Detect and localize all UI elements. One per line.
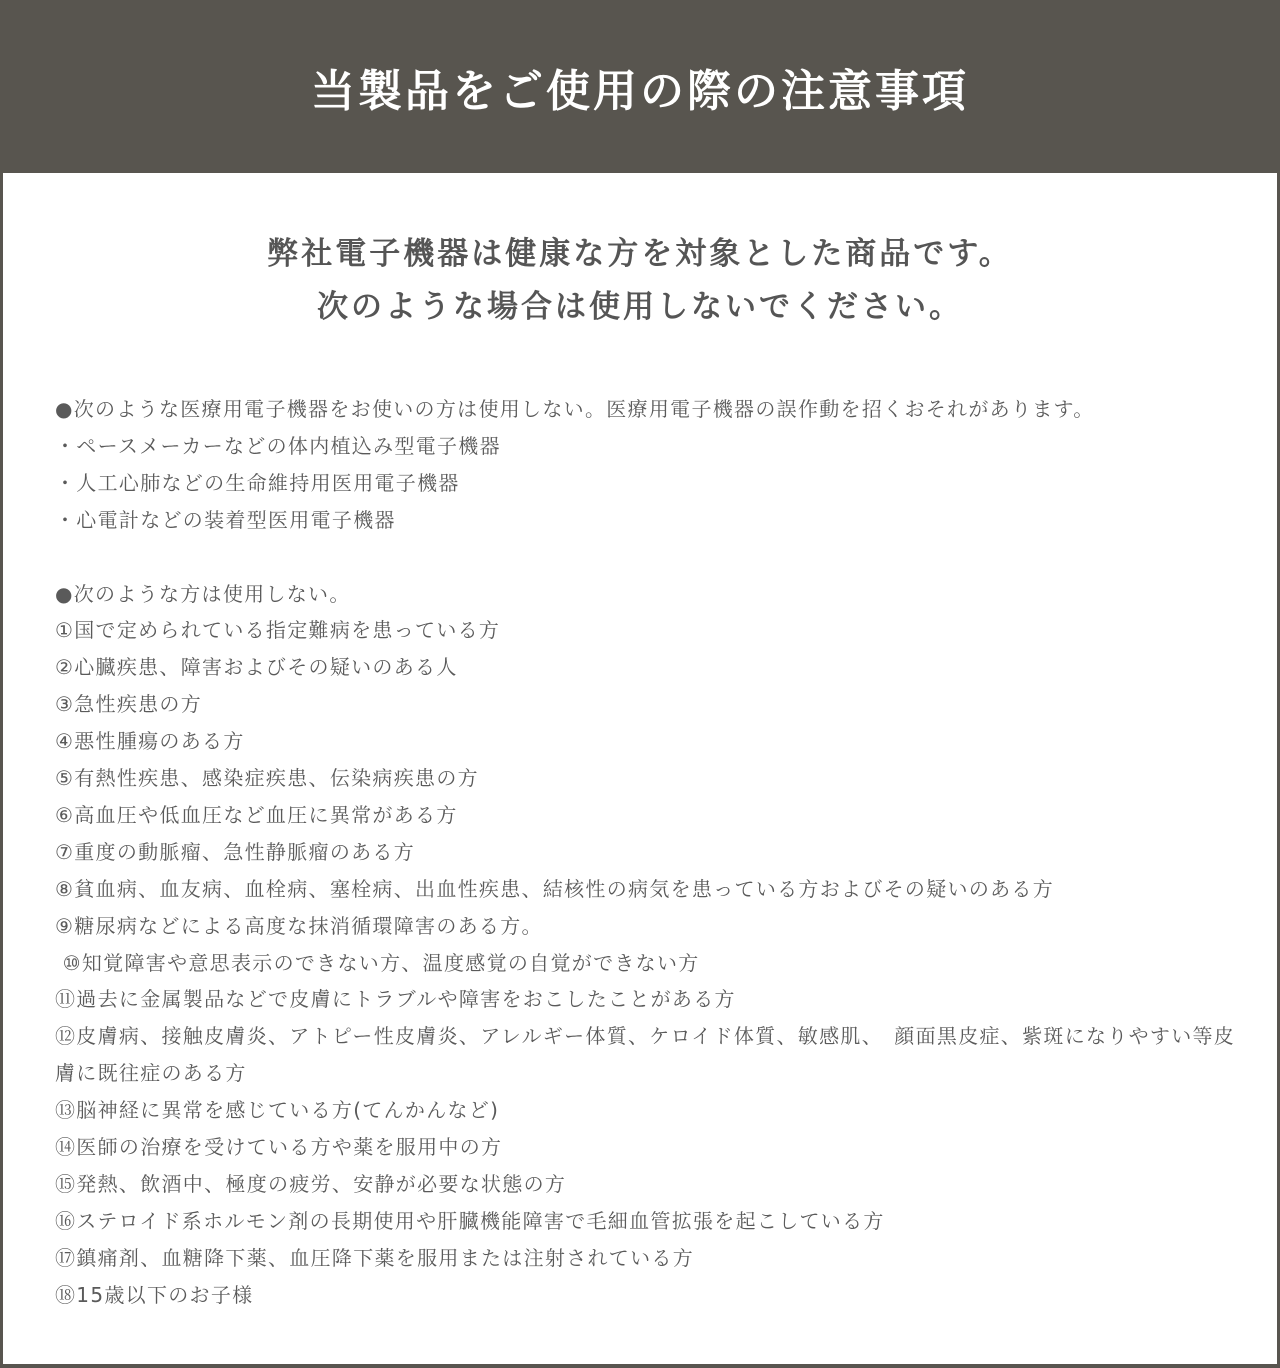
condition-item-7: ⑦重度の動脈瘤、急性静脈瘤のある方: [55, 839, 416, 864]
condition-item-2: ②心臓疾患、障害およびその疑いのある人: [55, 655, 458, 680]
lead-line-1: 弊社電子機器は健康な方を対象とした商品です。: [267, 236, 1013, 272]
condition-item-10: ⑩知覚障害や意思表示のできない方、温度感覚の自覚ができない方: [55, 950, 700, 975]
lead-statement: [3, 228, 1277, 334]
condition-item-3: ③急性疾患の方: [55, 692, 203, 717]
condition-item-8: ⑧貧血病、血友病、血栓病、塞栓病、出血性疾患、結核性の病気を患っている方およびその疑いのある方: [55, 876, 1055, 901]
condition-item-14: ⑭医師の治療を受けている方や薬を服用中の方: [55, 1135, 503, 1160]
condition-item-15: ⑮発熱、飲酒中、極度の疲労、安静が必要な状態の方: [55, 1172, 567, 1197]
condition-item-13: ⑬脳神経に異常を感じている方(てんかんなど): [55, 1098, 500, 1123]
device-item-3: ・心電計などの装着型医用電子機器: [55, 507, 396, 532]
device-item-1: ・ペースメーカーなどの体内植込み型電子機器: [55, 433, 501, 458]
condition-item-16: ⑯ステロイド系ホルモン剤の長期使用や肝臓機能障害で毛細血管拡張を起こしている方: [55, 1208, 885, 1233]
notice-card: [3, 173, 1277, 1364]
device-item-2: ・人工心肺などの生命維持用医用電子機器: [55, 470, 460, 495]
lead-line-2: 次のような場合は使用しないでください。: [317, 289, 963, 325]
section-2-heading: ●次のような方は使用しない。: [55, 581, 351, 606]
section-1-heading: ●次のような医療用電子機器をお使いの方は使用しない。医療用電子機器の誤作動を招くおそれがあります。: [55, 397, 1095, 421]
condition-item-9: ⑨糖尿病などによる高度な抹消循環障害のある方。: [55, 913, 543, 938]
precautions-body: [55, 391, 1240, 1314]
condition-item-1: ①国で定められている指定難病を患っている方: [55, 618, 501, 643]
condition-item-12: ⑫皮膚病、接触皮膚炎、アトピー性皮膚炎、アレルギー体質、ケロイド体質、敏感肌、 顔面黒皮症、紫斑になりやすい等皮膚に既往症のある方: [55, 1024, 1236, 1086]
section-spacer: [55, 539, 1240, 576]
page-title: 当製品をご使用の際の注意事項: [311, 65, 969, 117]
condition-item-6: ⑥高血圧や低血圧など血圧に異常がある方: [55, 802, 458, 827]
condition-item-17: ⑰鎮痛剤、血糖降下薬、血圧降下薬を服用または注射されている方: [55, 1245, 694, 1270]
condition-item-4: ④悪性腫瘍のある方: [55, 729, 245, 754]
condition-item-5: ⑤有熱性疾患、感染症疾患、伝染病疾患の方: [55, 766, 479, 791]
page-header: [0, 0, 1280, 173]
condition-item-18: ⑱15歳以下のお子様: [55, 1282, 254, 1307]
condition-item-11: ⑪過去に金属製品などで皮膚にトラブルや障害をおこしたことがある方: [55, 987, 736, 1012]
